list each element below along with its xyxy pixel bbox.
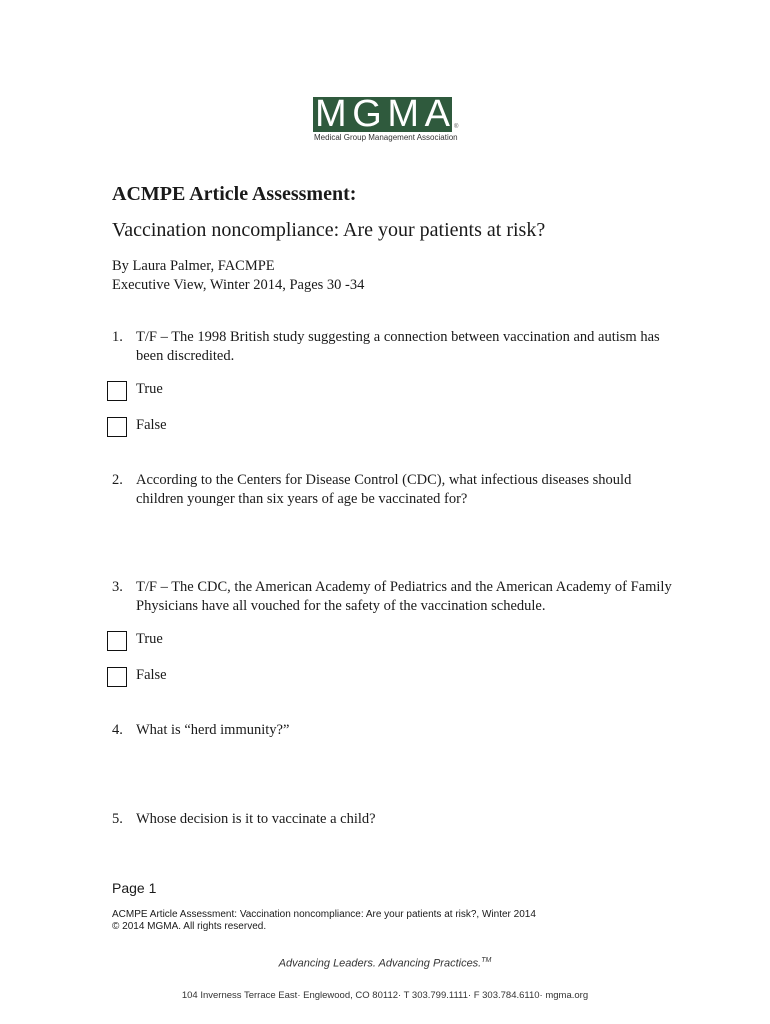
trademark-mark: TM	[481, 957, 492, 964]
q3-option-true[interactable]	[107, 629, 163, 653]
q1-option-false[interactable]	[107, 415, 167, 439]
question-text: What is “herd immunity?”	[136, 722, 290, 738]
question-1	[112, 328, 672, 366]
checkbox[interactable]	[107, 381, 127, 401]
q3-option-false[interactable]	[107, 665, 167, 689]
checkbox[interactable]	[107, 667, 127, 687]
author: By Laura Palmer, FACMPE	[112, 258, 275, 274]
page-number: Page 1	[112, 880, 157, 896]
question-number: 3.	[112, 579, 123, 595]
logo-letter: M	[315, 93, 347, 135]
q1-option-true[interactable]	[107, 379, 163, 403]
document-title: ACMPE Article Assessment:	[112, 183, 357, 205]
logo-letter: A	[424, 93, 450, 135]
question-text: Whose decision is it to vaccinate a child?	[136, 811, 376, 827]
byline	[112, 257, 364, 295]
option-label: True	[136, 381, 163, 397]
question-text: T/F – The 1998 British study suggesting a connection between vaccination and autism has been discredited.	[136, 329, 660, 364]
tagline	[0, 957, 770, 970]
footer-copyright: © 2014 MGMA. All rights reserved.	[112, 921, 267, 932]
article-title: Vaccination noncompliance: Are your patients at risk?	[112, 219, 546, 241]
question-number: 2.	[112, 472, 123, 488]
question-text: T/F – The CDC, the American Academy of Pediatrics and the American Academy of Family Physicians have all vouched for the safety of the vaccination schedule.	[136, 579, 672, 614]
registered-mark: ®	[454, 124, 459, 130]
question-number: 1.	[112, 329, 123, 345]
option-label: False	[136, 417, 167, 433]
question-3	[112, 578, 672, 616]
source: Executive View, Winter 2014, Pages 30 -34	[112, 277, 365, 293]
question-5	[112, 810, 672, 829]
question-2	[112, 471, 672, 509]
question-text: According to the Centers for Disease Control (CDC), what infectious diseases should children younger than six years of age be vaccinated for?	[136, 472, 632, 507]
option-label: False	[136, 667, 167, 683]
footer-citation: ACMPE Article Assessment: Vaccination noncompliance: Are your patients at risk?, Winter 2014	[112, 909, 536, 920]
logo-letter: G	[352, 93, 382, 135]
logo-wordmark	[315, 93, 450, 135]
logo-letter: M	[387, 93, 420, 135]
question-number: 4.	[112, 722, 123, 738]
option-label: True	[136, 631, 163, 647]
footer-address: 104 Inverness Terrace East· Englewood, CO 80112· T 303.799.1111· F 303.784.6110· mgma.org	[181, 990, 589, 1001]
question-4	[112, 721, 672, 740]
checkbox[interactable]	[107, 417, 127, 437]
checkbox[interactable]	[107, 631, 127, 651]
mgma-logo	[313, 93, 459, 143]
logo-subtitle: Medical Group Management Association	[314, 133, 458, 142]
tagline-text: Advancing Leaders. Advancing Practices.	[278, 957, 482, 970]
question-number: 5.	[112, 811, 123, 827]
